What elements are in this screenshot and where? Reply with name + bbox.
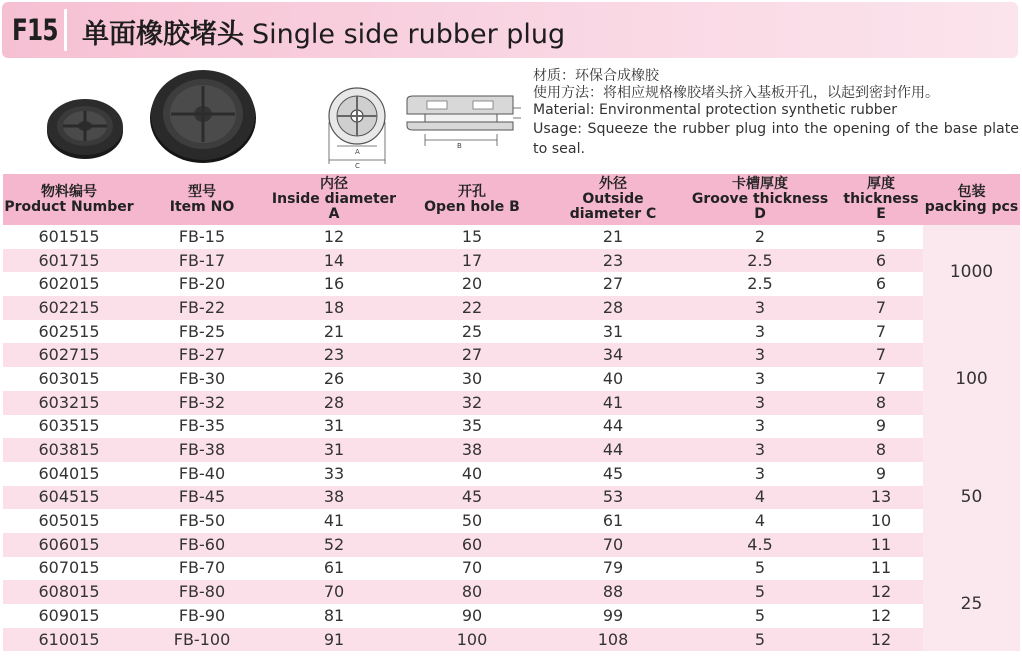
cell-e: 13 — [839, 486, 923, 510]
cell-b: 60 — [399, 533, 545, 557]
cell-item: FB-70 — [135, 557, 269, 581]
cell-product: 603815 — [3, 438, 135, 462]
cell-c: 61 — [545, 509, 681, 533]
cell-e: 7 — [839, 343, 923, 367]
cell-a: 81 — [269, 604, 399, 628]
cell-product: 606015 — [3, 533, 135, 557]
cell-b: 27 — [399, 343, 545, 367]
cell-a: 18 — [269, 296, 399, 320]
dimension-label-c: C — [355, 162, 360, 170]
cell-item: FB-38 — [135, 438, 269, 462]
column-header-cn: 内径 — [320, 176, 348, 192]
cell-c: 108 — [545, 628, 681, 652]
table-row — [3, 509, 1020, 533]
column-header-en: thickness E — [843, 191, 919, 222]
cell-a: 38 — [269, 486, 399, 510]
cell-item: FB-20 — [135, 272, 269, 296]
cell-product: 608015 — [3, 580, 135, 604]
cell-product: 602515 — [3, 320, 135, 344]
material-en: Material: Environmental protection synthetic rubber — [533, 102, 898, 118]
usage-en: Usage: Squeeze the rubber plug into the opening of the base plate to seal. — [533, 121, 1019, 157]
table-row — [3, 486, 1020, 510]
column-header-en: Groove thickness — [691, 191, 829, 207]
table-row — [3, 249, 1020, 273]
cell-item: FB-15 — [135, 225, 269, 249]
cell-a: 31 — [269, 438, 399, 462]
cell-a: 70 — [269, 580, 399, 604]
cell-c: 27 — [545, 272, 681, 296]
cell-a: 26 — [269, 367, 399, 391]
cell-e: 5 — [839, 225, 923, 249]
cell-d: 3 — [681, 391, 839, 415]
cell-product: 607015 — [3, 557, 135, 581]
cell-b: 20 — [399, 272, 545, 296]
cell-e: 12 — [839, 580, 923, 604]
cell-item: FB-60 — [135, 533, 269, 557]
table-row — [3, 533, 1020, 557]
column-header — [399, 174, 545, 225]
cell-b: 50 — [399, 509, 545, 533]
table-row — [3, 557, 1020, 581]
cell-e: 11 — [839, 533, 923, 557]
cell-b: 80 — [399, 580, 545, 604]
cell-e: 12 — [839, 604, 923, 628]
cell-product: 610015 — [3, 628, 135, 652]
cell-d: 2 — [681, 225, 839, 249]
usage-cn: 使用方法：将相应规格橡胶堵头挤入基板开孔，以起到密封作用。 — [533, 85, 939, 101]
cell-item: FB-25 — [135, 320, 269, 344]
cell-e: 9 — [839, 415, 923, 439]
header-divider — [64, 9, 67, 51]
cell-b: 17 — [399, 249, 545, 273]
cell-product: 604515 — [3, 486, 135, 510]
cell-product: 601515 — [3, 225, 135, 249]
cell-a: 28 — [269, 391, 399, 415]
cell-d: 3 — [681, 438, 839, 462]
cell-a: 16 — [269, 272, 399, 296]
cell-a: 23 — [269, 343, 399, 367]
table-row — [3, 580, 1020, 604]
cell-product: 603215 — [3, 391, 135, 415]
cell-item: FB-90 — [135, 604, 269, 628]
cell-c: 79 — [545, 557, 681, 581]
cell-e: 11 — [839, 557, 923, 581]
cell-a: 21 — [269, 320, 399, 344]
cell-c: 45 — [545, 462, 681, 486]
cell-d: 3 — [681, 296, 839, 320]
cell-d: 4 — [681, 509, 839, 533]
cell-product: 603015 — [3, 367, 135, 391]
cell-c: 41 — [545, 391, 681, 415]
side-view-drawing — [403, 88, 523, 158]
cell-item: FB-50 — [135, 509, 269, 533]
rubber-plug-photo-small — [45, 91, 125, 161]
cell-d: 5 — [681, 557, 839, 581]
cell-b: 38 — [399, 438, 545, 462]
cell-d: 3 — [681, 415, 839, 439]
cell-item: FB-22 — [135, 296, 269, 320]
cell-product: 604015 — [3, 462, 135, 486]
column-header-en: Product Number — [4, 198, 134, 215]
rubber-plug-photo-large — [148, 66, 258, 164]
cell-item: FB-27 — [135, 343, 269, 367]
table-row — [3, 438, 1020, 462]
page-title — [82, 12, 565, 51]
cell-product: 601715 — [3, 249, 135, 273]
table-row — [3, 225, 1020, 249]
column-header-cn: 外径 — [599, 176, 627, 192]
cell-e: 6 — [839, 272, 923, 296]
cell-d: 4.5 — [681, 533, 839, 557]
column-header — [135, 174, 269, 225]
column-header-en: Open hole B — [424, 198, 520, 215]
cell-b: 15 — [399, 225, 545, 249]
cell-product: 602215 — [3, 296, 135, 320]
column-header — [681, 174, 839, 225]
front-view-drawing — [325, 82, 393, 170]
material-cn: 材质：环保合成橡胶 — [533, 68, 659, 84]
table-row — [3, 415, 1020, 439]
table-row — [3, 367, 1020, 391]
cell-e: 8 — [839, 438, 923, 462]
cell-c: 31 — [545, 320, 681, 344]
cell-packing: 50 — [923, 438, 1020, 556]
cell-d: 2.5 — [681, 272, 839, 296]
cell-b: 70 — [399, 557, 545, 581]
cell-product: 609015 — [3, 604, 135, 628]
cell-a: 12 — [269, 225, 399, 249]
table-row — [3, 604, 1020, 628]
cell-e: 12 — [839, 628, 923, 652]
cell-e: 7 — [839, 320, 923, 344]
cell-item: FB-35 — [135, 415, 269, 439]
cell-c: 40 — [545, 367, 681, 391]
table-row — [3, 296, 1020, 320]
cell-b: 100 — [399, 628, 545, 652]
cell-item: FB-40 — [135, 462, 269, 486]
table-row — [3, 391, 1020, 415]
cell-e: 6 — [839, 249, 923, 273]
table-row — [3, 320, 1020, 344]
cell-item: FB-17 — [135, 249, 269, 273]
column-header-en: Inside diameter — [271, 191, 397, 207]
cell-item: FB-30 — [135, 367, 269, 391]
column-header-extra: A — [328, 206, 340, 222]
cell-d: 3 — [681, 462, 839, 486]
cell-c: 23 — [545, 249, 681, 273]
column-header-en: packing pcs — [924, 198, 1019, 215]
product-code: F15 — [12, 13, 58, 47]
cell-item: FB-100 — [135, 628, 269, 652]
column-header-cn: 物料编号 — [41, 183, 97, 200]
cell-d: 3 — [681, 343, 839, 367]
table-body — [3, 225, 1020, 651]
cell-a: 41 — [269, 509, 399, 533]
cell-d: 5 — [681, 604, 839, 628]
cell-e: 8 — [839, 391, 923, 415]
cell-product: 602015 — [3, 272, 135, 296]
cell-b: 90 — [399, 604, 545, 628]
cell-c: 44 — [545, 415, 681, 439]
cell-product: 602715 — [3, 343, 135, 367]
column-header-cn: 型号 — [188, 183, 216, 200]
cell-c: 70 — [545, 533, 681, 557]
cell-d: 2.5 — [681, 249, 839, 273]
cell-c: 88 — [545, 580, 681, 604]
table-row — [3, 628, 1020, 652]
column-header-en: Outside — [582, 191, 644, 207]
product-description — [533, 68, 1019, 159]
column-header-cn: 卡槽厚度 — [732, 176, 788, 192]
cell-item: FB-80 — [135, 580, 269, 604]
column-header-extra: D — [754, 206, 766, 222]
cell-d: 5 — [681, 628, 839, 652]
cell-b: 40 — [399, 462, 545, 486]
cell-b: 22 — [399, 296, 545, 320]
cell-b: 30 — [399, 367, 545, 391]
column-header — [923, 174, 1020, 225]
table-header-row — [3, 174, 1020, 225]
dimension-label-b: B — [457, 142, 462, 150]
table-row — [3, 343, 1020, 367]
cell-a: 14 — [269, 249, 399, 273]
cell-c: 21 — [545, 225, 681, 249]
cell-packing: 100 — [923, 320, 1020, 438]
column-header — [269, 174, 399, 225]
column-header — [545, 174, 681, 225]
cell-d: 4 — [681, 486, 839, 510]
cell-c: 99 — [545, 604, 681, 628]
cell-a: 52 — [269, 533, 399, 557]
table-row — [3, 462, 1020, 486]
column-header-extra: diameter C — [569, 206, 657, 222]
cell-b: 45 — [399, 486, 545, 510]
title-chinese: 单面橡胶堵头 — [82, 19, 244, 50]
title-english: Single side rubber plug — [252, 19, 566, 50]
cell-c: 34 — [545, 343, 681, 367]
column-header-cn: 开孔 — [458, 183, 486, 200]
spec-table — [3, 174, 1020, 651]
column-header-en: Item NO — [169, 198, 235, 215]
cell-b: 25 — [399, 320, 545, 344]
cell-item: FB-45 — [135, 486, 269, 510]
cell-c: 28 — [545, 296, 681, 320]
cell-packing: 1000 — [923, 225, 1020, 320]
column-header — [839, 174, 923, 225]
cell-a: 31 — [269, 415, 399, 439]
cell-c: 44 — [545, 438, 681, 462]
cell-e: 9 — [839, 462, 923, 486]
cell-e: 10 — [839, 509, 923, 533]
cell-item: FB-32 — [135, 391, 269, 415]
cell-d: 3 — [681, 367, 839, 391]
cell-product: 603515 — [3, 415, 135, 439]
cell-e: 7 — [839, 367, 923, 391]
cell-product: 605015 — [3, 509, 135, 533]
column-header-cn: 厚度 — [867, 176, 895, 192]
cell-b: 35 — [399, 415, 545, 439]
cell-c: 53 — [545, 486, 681, 510]
cell-packing: 25 — [923, 557, 1020, 652]
column-header-cn: 包装 — [957, 183, 986, 200]
cell-d: 5 — [681, 580, 839, 604]
cell-a: 61 — [269, 557, 399, 581]
dimension-label-a: A — [355, 148, 360, 156]
cell-d: 3 — [681, 320, 839, 344]
cell-e: 7 — [839, 296, 923, 320]
cell-b: 32 — [399, 391, 545, 415]
table-row — [3, 272, 1020, 296]
column-header — [3, 174, 135, 225]
cell-a: 91 — [269, 628, 399, 652]
cell-a: 33 — [269, 462, 399, 486]
